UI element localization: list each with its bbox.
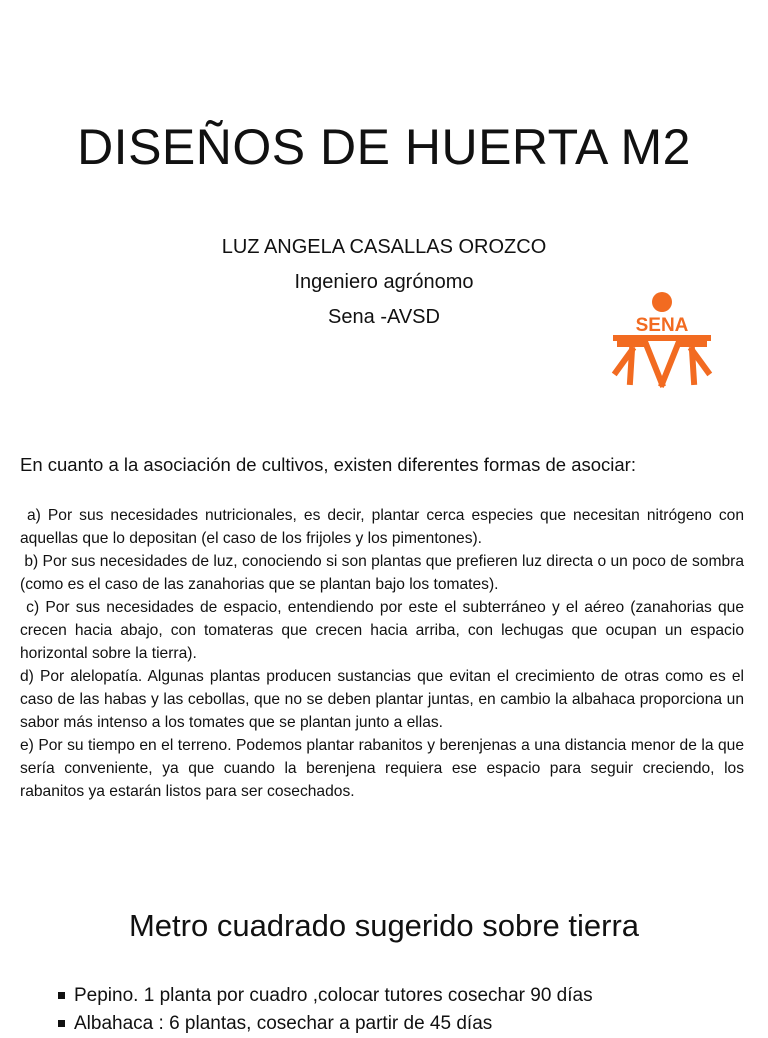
author-institution: Sena -AVSD xyxy=(328,306,440,328)
sena-logo xyxy=(610,290,714,390)
bullet-item: Albahaca : 6 plantas, cosechar a partir de 45 días xyxy=(56,1010,756,1038)
author-name: LUZ ANGELA CASALLAS OROZCO xyxy=(221,236,547,258)
intro-text: En cuanto a la asociación de cultivos, existen diferentes formas de asociar: xyxy=(20,454,636,475)
bullet-list xyxy=(56,982,756,1038)
bullet-item: Pepino. 1 planta por cuadro ,colocar tutores cosechar 90 días xyxy=(56,982,756,1010)
paragraph-e: e) Por su tiempo en el terreno. Podemos plantar rabanitos y berenjenas a una distancia menor de la que sería conveniente, ya que cuando la berenjena requiera ese espacio para seguir creciendo, los rabanitos ya estarán listos para ser cosechados. xyxy=(20,737,744,800)
paragraph-b: b) Por sus necesidades de luz, conociendo si son plantas que prefieren luz directa o un poco de sombra (como es el caso de las zanahorias que se plantan bajo los tomates). xyxy=(20,553,744,593)
author-role: Ingeniero agrónomo xyxy=(294,271,474,293)
logo-text: SENA xyxy=(635,315,689,336)
section-title: Metro cuadrado sugerido sobre tierra xyxy=(128,908,640,943)
paragraph-a: a) Por sus necesidades nutricionales, es decir, plantar cerca especies que necesitan nitrógeno con aquellas que lo depositan (el caso de los frijoles y los pimentones). xyxy=(20,507,744,547)
page-title: DISEÑOS DE HUERTA M2 xyxy=(77,119,691,175)
paragraph-d: d) Por alelopatía. Algunas plantas producen sustancias que evitan el crecimiento de otras como es el caso de las habas y las cebollas, que no se deben plantar juntas, en cambio la albahaca proporciona un sabor más intenso a los tomates que se plantan junto a ellas. xyxy=(20,668,744,731)
body-text xyxy=(20,504,744,803)
paragraph-c: c) Por sus necesidades de espacio, entendiendo por este el subterráneo y el aéreo (zanahorias que crecen hacia abajo, con tomateras que crecen hacia arriba, con lechugas que ocupan un espacio horizontal sobre la tierra). xyxy=(20,599,744,662)
logo-head-icon xyxy=(652,292,672,312)
